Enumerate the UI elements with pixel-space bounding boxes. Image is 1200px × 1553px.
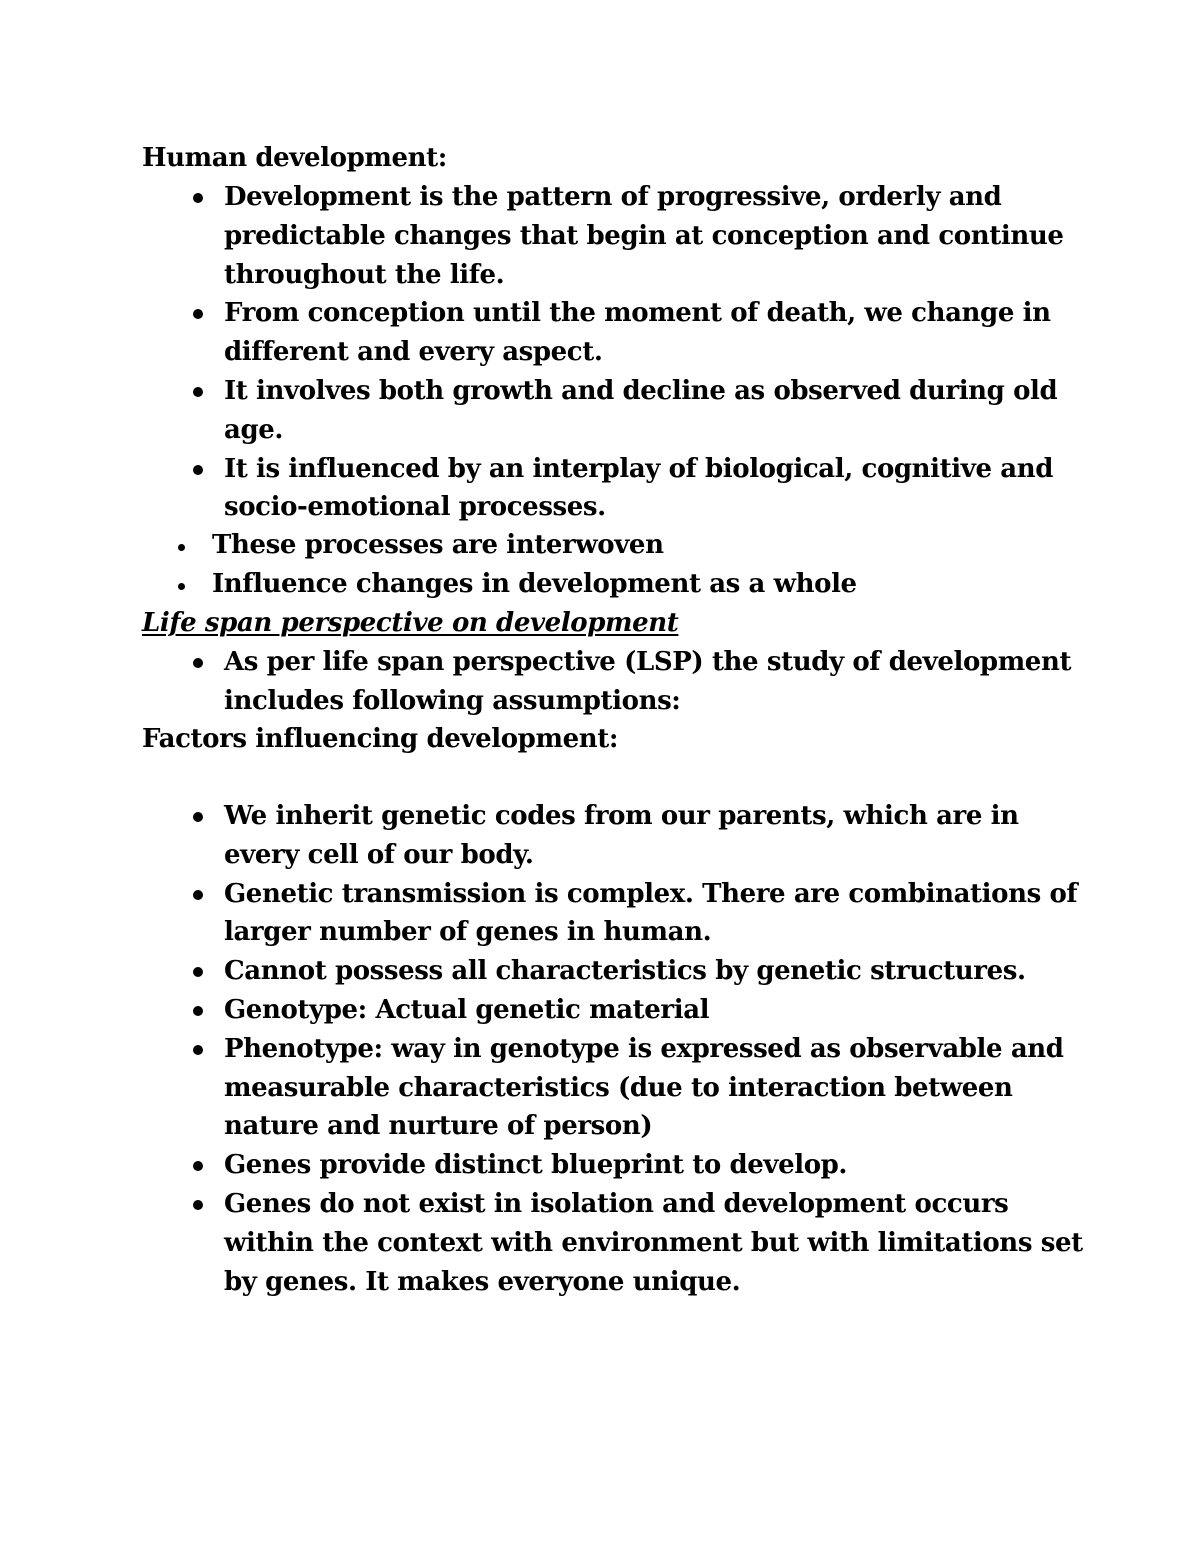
list-item: Phenotype: way in genotype is expressed as observable and measurable characteristics (due to interaction between nature and nurture of person) — [0, 1030, 1084, 1146]
list-item: Genes do not exist in isolation and development occurs within the context with environment but with limitations set by genes. It makes everyone unique. — [0, 1185, 1084, 1301]
bullet-icon — [193, 812, 203, 822]
bullet-icon — [193, 387, 203, 397]
heading-life-span-perspective: Life span perspective on development — [142, 608, 679, 638]
bullet-icon — [193, 658, 203, 668]
list-item: Cannot possess all characteristics by genetic structures. — [0, 952, 1084, 991]
list-item: As per life span perspective (LSP) the study of development includes following assumptions: — [0, 643, 1084, 721]
factors-list — [0, 797, 1200, 1301]
human-development-list — [0, 178, 1200, 527]
bullet-icon — [193, 1045, 203, 1055]
list-item: From conception until the moment of death, we change in different and every aspect. — [0, 294, 1084, 372]
list-item: Genetic transmission is complex. There are combinations of larger number of genes in human. — [0, 875, 1084, 953]
bullet-icon — [178, 544, 185, 551]
bullet-icon — [193, 309, 203, 319]
list-item: Influence changes in development as a whole — [0, 565, 1072, 604]
bullet-icon — [193, 1161, 203, 1171]
list-item: It involves both growth and decline as observed during old age. — [0, 372, 1084, 450]
heading-human-development: Human development: — [142, 143, 447, 173]
bullet-icon — [193, 1006, 203, 1016]
heading-factors: Factors influencing development: — [142, 724, 619, 754]
list-item: Development is the pattern of progressive, orderly and predictable changes that begin at conception and continue throughout the life. — [0, 178, 1084, 294]
bullet-icon — [193, 193, 203, 203]
list-item: These processes are interwoven — [0, 526, 1072, 565]
list-item: Genes provide distinct blueprint to develop. — [0, 1146, 1084, 1185]
list-item: It is influenced by an interplay of biological, cognitive and socio-emotional processes. — [0, 450, 1084, 528]
bullet-icon — [193, 967, 203, 977]
list-item: We inherit genetic codes from our parents, which are in every cell of our body. — [0, 797, 1084, 875]
processes-sublist — [0, 526, 1200, 604]
life-span-list — [0, 643, 1200, 721]
bullet-icon — [193, 1200, 203, 1210]
bullet-icon — [193, 465, 203, 475]
bullet-icon — [193, 890, 203, 900]
bullet-icon — [178, 583, 185, 590]
list-item: Genotype: Actual genetic material — [0, 991, 1084, 1030]
